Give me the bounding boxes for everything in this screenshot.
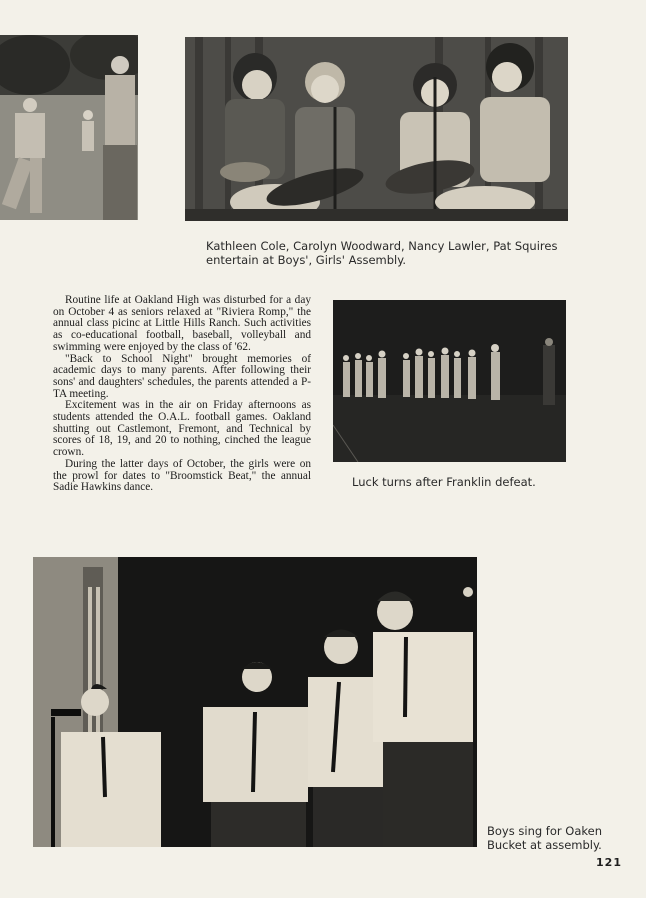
article-paragraph: "Back to School Night" brought memories of academic days to many parents. After following their sons' and daughters' schedules, the parents attended a P-TA meeting. (53, 352, 311, 400)
picnic-photo (0, 35, 138, 220)
article-body (53, 295, 311, 494)
quartet-photo (33, 557, 477, 847)
football-caption: Luck turns after Franklin defeat. (352, 475, 536, 489)
singers-photo (185, 37, 568, 221)
article-paragraph: Excitement was in the air on Friday afternoons as students attended the O.A.L. football games. Oakland shutting out Castlemont, Fremont, and Technical by scores of 18, 19, and 20 to nothing, cinched the league crown. (53, 399, 311, 459)
article-paragraph: During the latter days of October, the girls were on the prowl for dates to "Broomstick Beat," the annual Sadie Hawkins dance. (53, 457, 311, 494)
football-photo (333, 300, 566, 462)
page-number: 121 (596, 856, 622, 869)
singers-caption: Kathleen Cole, Carolyn Woodward, Nancy Lawler, Pat Squires entertain at Boys', Girls' Assembly. (206, 239, 558, 267)
quartet-caption: Boys sing for Oaken Bucket at assembly. (487, 824, 602, 852)
article-paragraph: Routine life at Oakland High was disturbed for a day on October 4 as seniors relaxed at "Riviera Romp," the annual class picinc at Little Hills Ranch. Such activities as co-educational football, baseball, volleyball and swimming were enjoyed by the class of '62. (53, 294, 311, 353)
